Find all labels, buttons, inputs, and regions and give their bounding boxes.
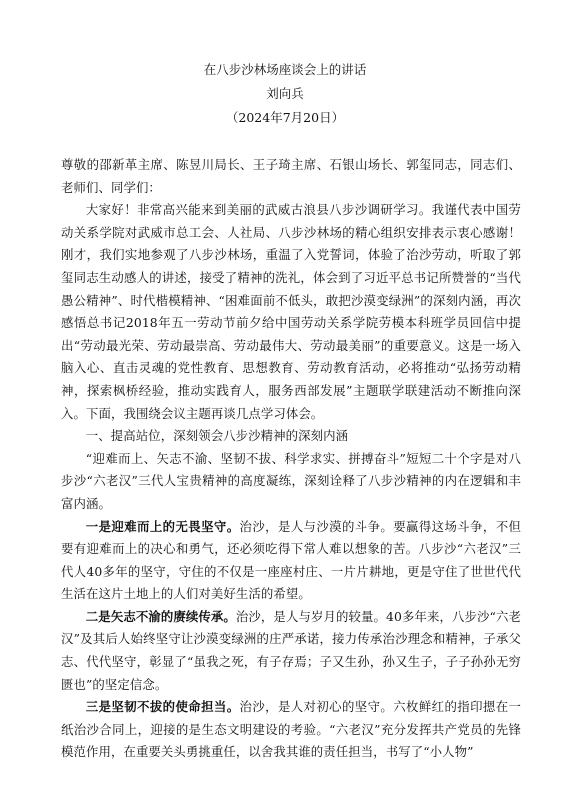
point-3-lead: 三是坚韧不拔的使命担当。 <box>85 699 240 715</box>
document-header <box>0 58 570 130</box>
document-title: 在八步沙林场座谈会上的讲话 <box>203 62 367 77</box>
section-heading-1: 一、提高站位，深刻领会八步沙精神的深刻内涵 <box>85 428 349 444</box>
point-1-lead: 一是迎难而上的无畏坚守。 <box>85 518 240 534</box>
paragraph-opening: 大家好！非常高兴能来到美丽的武威古浪县八步沙调研学习。我谨代表中国劳动关系学院对武威市总工会、人社局、八步沙林场的精心组织安排表示衷心感谢！刚才，我们实地参观了八步沙林场，重温了入党誓词，体验了治沙劳动，听取了郭玺同志生动感人的讲述，接受了精神的洗礼，体会到了习近平总书记所赞誉的“当代愚公精神”、时代楷模精神、“困难面前不低头，敢把沙漠变绿洲”的深刻内涵，再次感悟总书记2018年五一劳动节前夕给中国劳动关系学院劳模本科班学员回信中提出“劳动最光荣、劳动最崇高、劳动最伟大、劳动最美丽”的重要意义。这是一场入脑入心、直击灵魂的党性教育、思想教育、劳动教育活动，必将推动“弘扬劳动精神，探索枫桥经验，推动实践育人，服务西部发展”主题联学联建活动不断推向深入。下面，我围绕会议主题再谈几点学习体会。 <box>61 202 521 421</box>
document-author: 刘向兵 <box>266 86 304 101</box>
paragraph-point-2 <box>61 606 521 696</box>
paragraph-point-1 <box>61 516 521 606</box>
salutation: 尊敬的邵新革主席、陈昱川局长、王子琦主席、石银山场长、郭玺同志，同志们、老师们、同学们： <box>61 157 521 195</box>
point-2-lead: 二是矢志不渝的赓续传承。 <box>85 608 236 624</box>
paragraph-spirit-summary: “迎难而上、矢志不渝、坚韧不拔、科学求实、拼搏奋斗”短短二十个字是对八步沙“六老汉”三代人宝贵精神的高度凝练，深刻诠释了八步沙精神的内在逻辑和丰富内涵。 <box>61 450 521 511</box>
point-1-text: 治沙，是人与沙漠的斗争。要赢得这场斗争，不但要有迎难而上的决心和勇气，还必须吃得下常人难以想象的苦。八步沙“六老汉”三代人40多年的坚守，守住的不仅是一座座村庄、一片片耕地，更是守住了世世代代生活在这片土地上的人们对美好生活的希望。 <box>61 518 522 602</box>
document-date: （2024年7月20日） <box>225 110 345 125</box>
document-body <box>61 154 521 764</box>
paragraph-point-3 <box>61 696 521 764</box>
point-3-text: 治沙，是人对初心的坚守。六枚鲜红的指印摁在一纸治沙合同上，迎接的是生态文明建设的考验。“六老汉”充分发挥共产党员的先锋模范作用，在重要关头勇挑重任，以舍我其谁的责任担当，书写了“小人物” <box>61 699 522 760</box>
point-2-text: 治沙，是人与岁月的较量。40多年来，八步沙“六老汉”及其后人始终坚守让沙漠变绿洲的庄严承诺，接力传承治沙理念和精神，子承父志、代代坚守，彰显了“虽我之死，有子存焉；子又生孙，孙又生子，子子孙孙无穷匮也”的坚定信念。 <box>61 608 521 692</box>
